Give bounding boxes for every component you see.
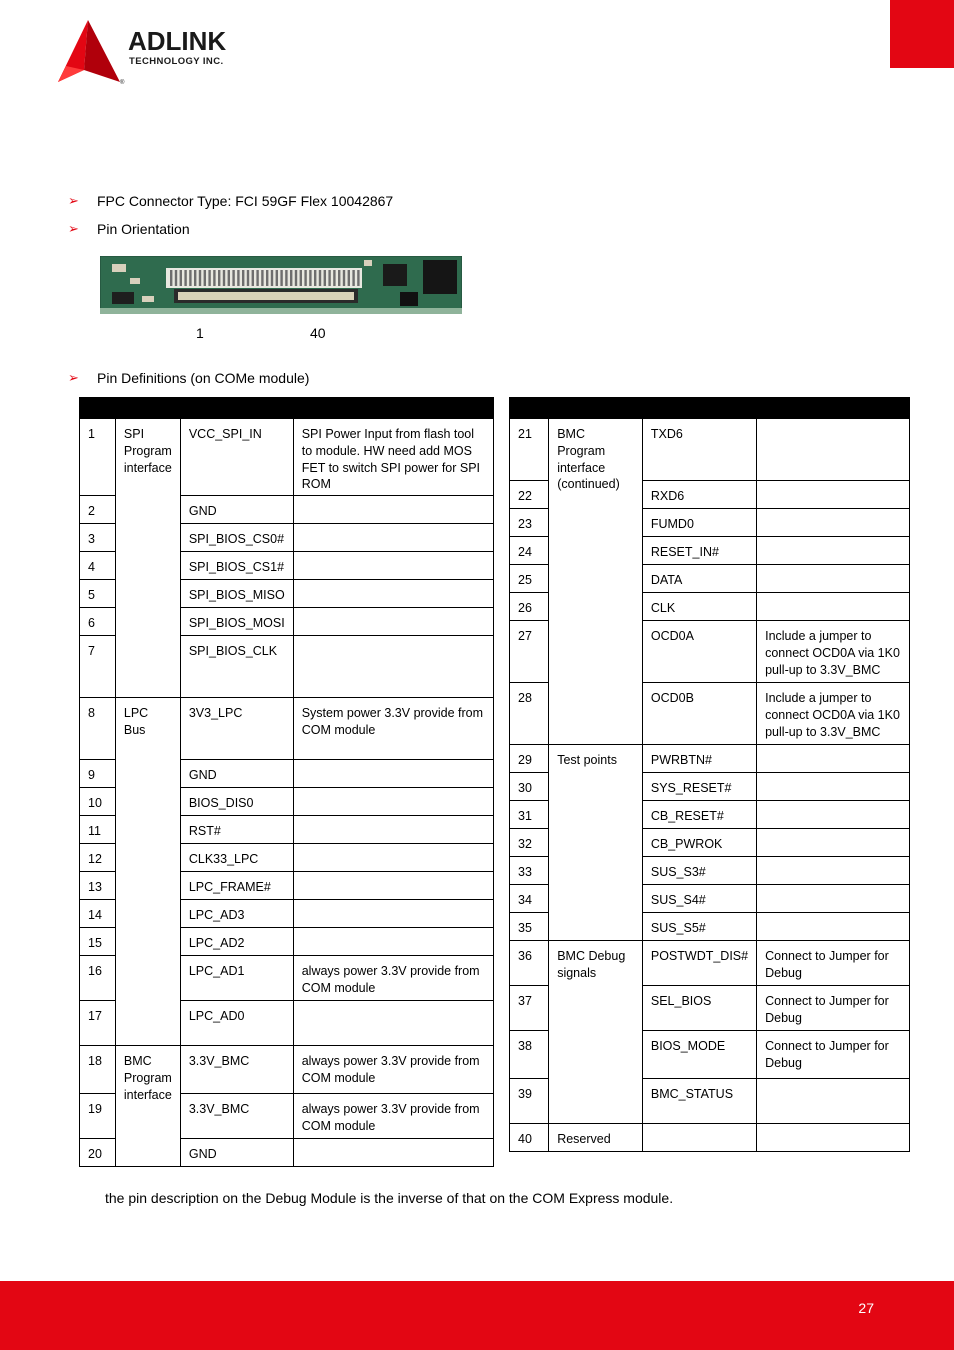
table-row: 12 CLK33_LPC <box>80 844 494 872</box>
bullet-pin-orientation: ➢ Pin Orientation <box>68 221 190 237</box>
table-row: 21 BMC Program interface (continued) TXD6 <box>510 419 910 481</box>
table-row: 3 SPI_BIOS_CS0# <box>80 524 494 552</box>
svg-text:ADLINK: ADLINK <box>128 26 227 56</box>
adlink-logo <box>58 18 268 86</box>
header-red-tab <box>890 0 954 68</box>
pin-label-end: 40 <box>310 325 326 341</box>
table-row: 33 SUS_S3# <box>510 857 910 885</box>
table-row: 23 FUMD0 <box>510 509 910 537</box>
table-row: 40 Reserved <box>510 1124 910 1152</box>
table-row: 13 LPC_FRAME# <box>80 872 494 900</box>
table-header <box>510 398 910 419</box>
table-row: 9 GND <box>80 760 494 788</box>
arrow-bullet-icon: ➢ <box>68 370 79 385</box>
table-row: 4 SPI_BIOS_CS1# <box>80 552 494 580</box>
table-row: 38 BIOS_MODE Connect to Jumper for Debug <box>510 1031 910 1079</box>
table-row: 36 BMC Debug signals POSTWDT_DIS# Connect to Jumper for Debug <box>510 941 910 986</box>
table-row: 16 LPC_AD1 always power 3.3V provide from COM module <box>80 956 494 1001</box>
fpc-connector-photo <box>100 256 462 314</box>
table-row: 22 RXD6 <box>510 481 910 509</box>
table-row: 11 RST# <box>80 816 494 844</box>
table-row: 2 GND <box>80 496 494 524</box>
table-row: 1 SPI Program interface VCC_SPI_IN SPI Power Input from flash tool to module. HW need add MOS FET to switch SPI power for SPI ROM <box>80 419 494 496</box>
page-number: 27 <box>858 1300 874 1316</box>
table-row: 34 SUS_S4# <box>510 885 910 913</box>
table-header <box>80 398 494 419</box>
table-row: 26 CLK <box>510 593 910 621</box>
arrow-bullet-icon: ➢ <box>68 221 79 236</box>
pin-label-start: 1 <box>196 325 204 341</box>
inverse-note: the pin description on the Debug Module is the inverse of that on the COM Express module. <box>105 1190 674 1206</box>
svg-text:®: ® <box>120 80 125 86</box>
bullet-connector-type: ➢ FPC Connector Type: FCI 59GF Flex 10042867 <box>68 193 394 209</box>
table-row: 31 CB_RESET# <box>510 801 910 829</box>
footer-bar <box>0 1281 954 1350</box>
table-row: 5 SPI_BIOS_MISO <box>80 580 494 608</box>
table-row: 8 LPC Bus 3V3_LPC System power 3.3V provide from COM module <box>80 698 494 760</box>
pin-table-left <box>79 397 494 1167</box>
pin-table-right <box>509 397 910 1152</box>
table-row: 37 SEL_BIOS Connect to Jumper for Debug <box>510 986 910 1031</box>
table-row: 25 DATA <box>510 565 910 593</box>
table-row: 28 OCD0B Include a jumper to connect OCD0A via 1K0 pull-up to 3.3V_BMC <box>510 683 910 745</box>
bullet-pin-definitions: ➢ Pin Definitions (on COMe module) <box>68 370 310 386</box>
table-row: 39 BMC_STATUS <box>510 1079 910 1124</box>
arrow-bullet-icon: ➢ <box>68 193 79 208</box>
table-row: 30 SYS_RESET# <box>510 773 910 801</box>
table-row: 18 BMC Program interface 3.3V_BMC always power 3.3V provide from COM module <box>80 1046 494 1094</box>
table-row: 29 Test points PWRBTN# <box>510 745 910 773</box>
table-row: 32 CB_PWROK <box>510 829 910 857</box>
table-row: 15 LPC_AD2 <box>80 928 494 956</box>
table-row: 35 SUS_S5# <box>510 913 910 941</box>
table-row: 6 SPI_BIOS_MOSI <box>80 608 494 636</box>
table-row: 24 RESET_IN# <box>510 537 910 565</box>
table-row: 7 SPI_BIOS_CLK <box>80 636 494 698</box>
table-row: 19 3.3V_BMC always power 3.3V provide from COM module <box>80 1094 494 1139</box>
table-row: 14 LPC_AD3 <box>80 900 494 928</box>
svg-text:TECHNOLOGY INC.: TECHNOLOGY INC. <box>129 56 224 67</box>
table-row: 27 OCD0A Include a jumper to connect OCD0A via 1K0 pull-up to 3.3V_BMC <box>510 621 910 683</box>
table-row: 20 GND <box>80 1139 494 1167</box>
table-row: 10 BIOS_DIS0 <box>80 788 494 816</box>
table-row: 17 LPC_AD0 <box>80 1001 494 1046</box>
